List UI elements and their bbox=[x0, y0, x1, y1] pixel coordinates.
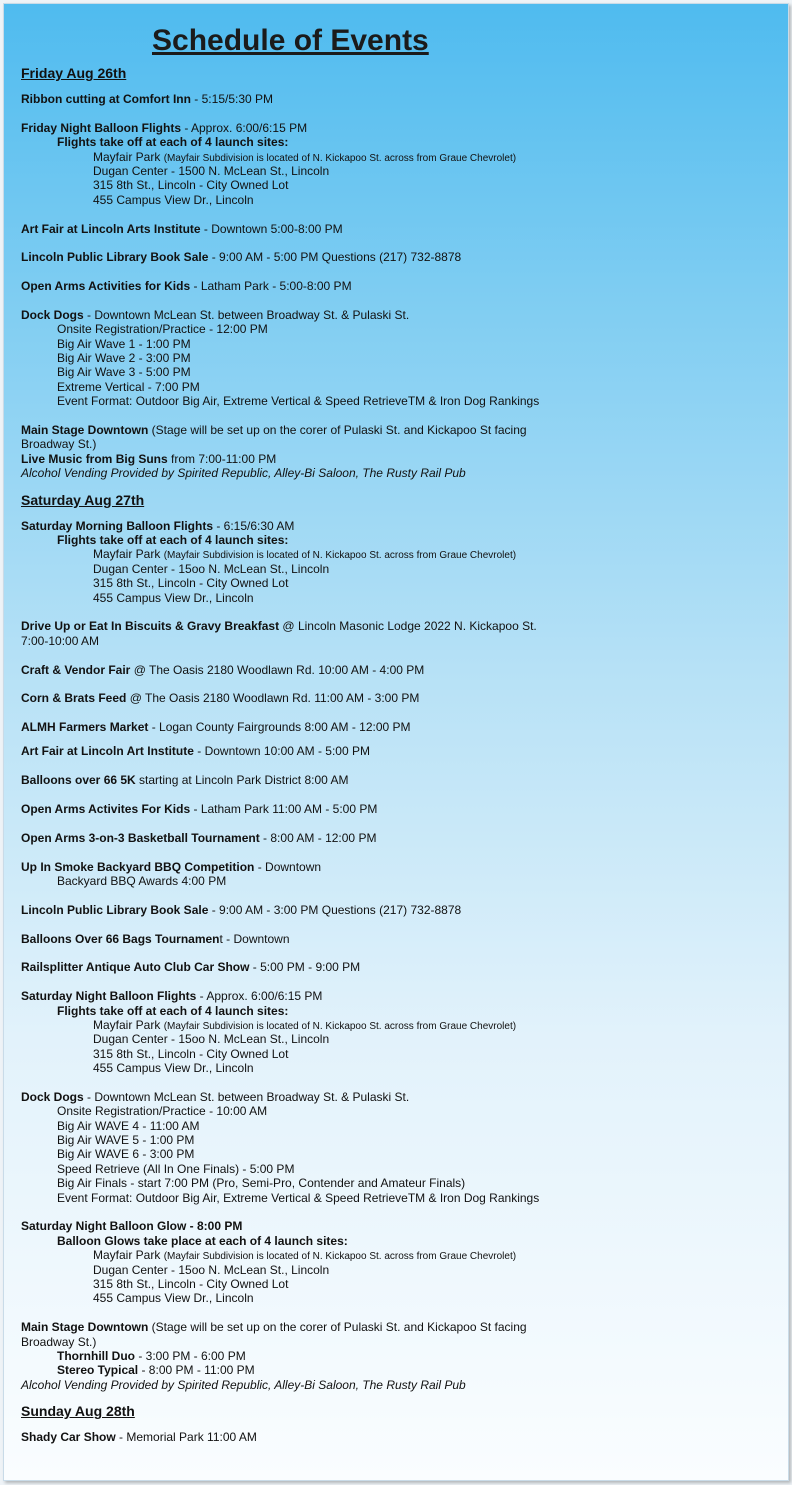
launch-site: Mayfair Park (Mayfair Subdivision is located of N. Kickapoo St. across from Graue Chevrolet) bbox=[93, 547, 517, 562]
event-craft-vendor-fair: Craft & Vendor Fair @ The Oasis 2180 Woodlawn Rd. 10:00 AM - 4:00 PM bbox=[21, 662, 425, 677]
event-art-fair-saturday: Art Fair at Lincoln Art Institute - Downtown 10:00 AM - 5:00 PM bbox=[21, 744, 370, 759]
event-main-stage-friday: Main Stage Downtown (Stage will be set up on the corer of Pulaski St. and Kickapoo St facing Broadway St.) Live Music from Big Suns from 7:00-11:00 PM Alcohol Vending Provided by Spirited Republic, Alley-Bi Saloon, The Rusty Rail Pub bbox=[21, 422, 527, 481]
event-bags-tournament: Balloons Over 66 Bags Tournament - Downtown bbox=[21, 931, 290, 946]
launch-site: 455 Campus View Dr., Lincoln bbox=[93, 590, 254, 605]
event-saturday-night-flights: Saturday Night Balloon Flights - Approx. 6:00/6:15 PM Flights take off at each of 4 launch sites: Mayfair Park (Mayfair Subdivision is located of N. Kickapoo St. across from Graue Chevrolet) Dugan Center - 15oo N. McLean St., Lincoln 315 8th St., Lincoln - City Owned Lot 455 Campus View Dr., Lincoln bbox=[21, 989, 781, 1075]
event-open-arms-kids: Open Arms Activities for Kids - Latham Park - 5:00-8:00 PM bbox=[21, 279, 352, 294]
launch-site: 315 8th St., Lincoln - City Owned Lot bbox=[93, 1046, 289, 1061]
launch-site: 315 8th St., Lincoln - City Owned Lot bbox=[93, 576, 289, 591]
event-biscuits-gravy: Drive Up or Eat In Biscuits & Gravy Breakfast @ Lincoln Masonic Lodge 2022 N. Kickapoo St. 7:00-10:00 AM bbox=[21, 619, 537, 648]
page-title: Schedule of Events bbox=[152, 24, 429, 57]
event-dock-dogs-friday: Dock Dogs - Downtown McLean St. between Broadway St. & Pulaski St. Onsite Registration/Practice - 12:00 PM Big Air Wave 1 - 1:00 PM Big Air Wave 2 - 3:00 PM Big Air Wave 3 - 5:00 PM Extreme Vertical - 7:00 PM Event Format: Outdoor Big Air, Extreme Vertical & Speed RetrieveTM & Iron Dog Rankings bbox=[21, 307, 540, 409]
launch-site: 315 8th St., Lincoln - City Owned Lot bbox=[93, 1276, 289, 1291]
launch-site: 455 Campus View Dr., Lincoln bbox=[93, 1291, 254, 1306]
launch-site: 455 Campus View Dr., Lincoln bbox=[93, 192, 254, 207]
event-saturday-morning-flights: Saturday Morning Balloon Flights - 6:15/6:30 AM Flights take off at each of 4 launch sites: Mayfair Park (Mayfair Subdivision is located of N. Kickapoo St. across from Graue Chevrolet) Dugan Center - 15oo N. McLean St., Lincoln 315 8th St., Lincoln - City Owned Lot 455 Campus View Dr., Lincoln bbox=[21, 519, 781, 605]
event-corn-brats: Corn & Brats Feed @ The Oasis 2180 Woodlawn Rd. 11:00 AM - 3:00 PM bbox=[21, 691, 420, 706]
launch-site: 455 Campus View Dr., Lincoln bbox=[93, 1061, 254, 1076]
event-library-book-sale: Lincoln Public Library Book Sale - 9:00 AM - 5:00 PM Questions (217) 732-8878 bbox=[21, 250, 462, 265]
day-heading-sunday: Sunday Aug 28th bbox=[21, 1403, 135, 1420]
event-open-arms-saturday: Open Arms Activites For Kids - Latham Park 11:00 AM - 5:00 PM bbox=[21, 802, 378, 817]
launch-site: Dugan Center - 15oo N. McLean St., Lincoln bbox=[93, 1262, 330, 1277]
event-ribbon-cutting: Ribbon cutting at Comfort Inn - 5:15/5:30 PM bbox=[21, 92, 274, 106]
launch-site: Mayfair Park (Mayfair Subdivision is located of N. Kickapoo St. across from Graue Chevrolet) bbox=[93, 1248, 517, 1263]
launch-site: Dugan Center - 15oo N. McLean St., Lincoln bbox=[93, 1032, 330, 1047]
event-basketball: Open Arms 3-on-3 Basketball Tournament - 8:00 AM - 12:00 PM bbox=[21, 830, 377, 845]
event-car-show: Railsplitter Antique Auto Club Car Show - 5:00 PM - 9:00 PM bbox=[21, 960, 361, 975]
event-farmers-market: ALMH Farmers Market - Logan County Fairgrounds 8:00 AM - 12:00 PM bbox=[21, 720, 411, 735]
event-balloon-glow: Saturday Night Balloon Glow - 8:00 PM Balloon Glows take place at each of 4 launch sites: Mayfair Park (Mayfair Subdivision is located of N. Kickapoo St. across from Graue Chevrolet) Dugan Center - 15oo N. McLean St., Lincoln 315 8th St., Lincoln - City Owned Lot 455 Campus View Dr., Lincoln bbox=[21, 1219, 781, 1305]
day-heading-saturday: Saturday Aug 27th bbox=[21, 491, 145, 508]
event-5k: Balloons over 66 5K starting at Lincoln Park District 8:00 AM bbox=[21, 773, 349, 788]
schedule-panel bbox=[3, 3, 789, 1481]
event-art-fair: Art Fair at Lincoln Arts Institute - Downtown 5:00-8:00 PM bbox=[21, 221, 343, 236]
launch-site: Mayfair Park (Mayfair Subdivision is located of N. Kickapoo St. across from Graue Chevrolet) bbox=[93, 149, 517, 164]
event-library-saturday: Lincoln Public Library Book Sale - 9:00 AM - 3:00 PM Questions (217) 732-8878 bbox=[21, 902, 462, 917]
event-dock-dogs-saturday: Dock Dogs - Downtown McLean St. between Broadway St. & Pulaski St. Onsite Registration/Practice - 10:00 AM Big Air WAVE 4 - 11:00 AM Big Air WAVE 5 - 1:00 PM Big Air WAVE 6 - 3:00 PM Speed Retrieve (All In One Finals) - 5:00 PM Big Air Finals - start 7:00 PM (Pro, Semi-Pro, Contender and Amateur Finals) Event Format: Outdoor Big Air, Extreme Vertical & Speed RetrieveTM & Iron Dog Rankings bbox=[21, 1089, 540, 1205]
launch-site: Dugan Center - 15oo N. McLean St., Lincoln bbox=[93, 561, 330, 576]
event-shady-car-show: Shady Car Show - Memorial Park 11:00 AM bbox=[21, 1430, 257, 1445]
day-heading-friday: Friday Aug 26th bbox=[21, 65, 127, 81]
schedule-body bbox=[21, 64, 781, 1444]
event-friday-balloon-flights: Friday Night Balloon Flights - Approx. 6:00/6:15 PM Flights take off at each of 4 launch sites: Mayfair Park (Mayfair Subdivision is located of N. Kickapoo St. across from Graue Chevrolet) Dugan Center - 1500 N. McLean St., Lincoln 315 8th St., Lincoln - City Owned Lot 455 Campus View Dr., Lincoln bbox=[21, 121, 781, 207]
launch-site: Dugan Center - 1500 N. McLean St., Lincoln bbox=[93, 163, 330, 178]
launch-site: 315 8th St., Lincoln - City Owned Lot bbox=[93, 178, 289, 193]
event-main-stage-saturday: Main Stage Downtown (Stage will be set up on the corer of Pulaski St. and Kickapoo St facing Broadway St.) Thornhill Duo - 3:00 PM - 6:00 PM Stereo Typical - 8:00 PM - 11:00 PM Alcohol Vending Provided by Spirited Republic, Alley-Bi Saloon, The Rusty Rail Pub bbox=[21, 1320, 527, 1392]
launch-site: Mayfair Park (Mayfair Subdivision is located of N. Kickapoo St. across from Graue Chevrolet) bbox=[93, 1017, 517, 1032]
event-bbq: Up In Smoke Backyard BBQ Competition - Downtown Backyard BBQ Awards 4:00 PM bbox=[21, 859, 322, 888]
